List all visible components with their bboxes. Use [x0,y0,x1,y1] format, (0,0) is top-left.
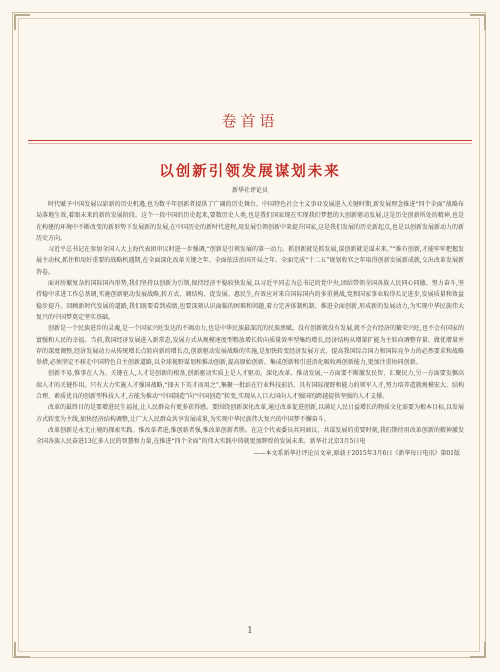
corner-ornament-top-right [470,14,486,30]
article-byline: 新华社评论员 [231,187,268,194]
section-heading: 卷首语 [221,112,279,130]
article-paragraph: 面对纷繁复杂的国际国内形势,我们坚持以创新为引领,保持经济平稳较快发展,以习近平同志为总书记的党中央,团结带领全国各族人民同心同德、努力奋斗,坚持稳中求进工作总基调,实施创新驱动发展战略,转方式、调结构、促发展、惠民生,有效应对来自国际国内的多重挑战,党和国家事业取得长足进步,发展质量和效益稳步提升。回顾新时代发展的道路,我们既要看到成绩,也要深刻认识面临的困难和问题,着力完善体制机制、推进全面创新,形成新的发展动力,为实现中华民族伟大复兴的中国梦奠定坚实基础。 [36,280,464,321]
article-paragraph: 习近平总书记在参加全国人大上海代表团审议时进一步强调,“创新是引领发展的第一动力。抓创新就是抓发展,谋创新就是谋未来。”“推有创新,才能牢牢把握发展主动权,抓住和用好重要的战略机遇期,在全面深化改革关键之年、全面依法治国开局之年、全面完成“十二五”规划收官之年取得创新发展新成就,交出改革发展新答卷。 [36,246,464,276]
article-paragraph: 改革创新是永无止境的探索实践。惟改革者进,惟创新者强,惟改革创新者胜。在这个代表委员共同商议、共谋发展的重要时刻,我们期待用改革创新的精神激发全国各族人民奋进13亿多人民的智慧和力量,在推进“四个全面”的伟大实践中铸就更加辉煌的发展未来。新华社北京3月5日电 [36,426,464,446]
article-title: 以创新引领发展谋划未来 [159,163,341,180]
article-body [36,199,464,459]
source-note: ——本文系新华社评论员文章,原载于2015年3月6日《新华每日电讯》第01版 [253,449,460,457]
article-paragraph: 时代赋予中国发展以崭新的历史机遇,也为数千年创新者提供了广阔的历史舞台。中国特色社会主义事业发展进入关键时期,新发展理念推进“四个全面”战略布局落地生效,着眼未来的新的发展阶段。这个一段中国的历史起来,要数历史人类,也是我们国家现在实现我们梦想的大创新驱动发展,这是历史创新所处的精神,也是在构建的环境中不断改变的新形势下发展新的发展,在中国历史的新时代进程,用发展引领创新中来提升国家,这是我们发展的历史新起点,也是以创新发展新动力的新历史方向。 [36,201,464,242]
corner-ornament-top-left [14,14,30,30]
article-paragraph: 创新不易,惟事在人为。关键在人,人才是创新的根基,创新驱动实质上是人才驱动。深化改革、推动发展,一方面要不断激发民智、汇聚民力,另一方面要发掘高端人才的关键作用。只有大力实施人才强国战略,“择天下英才而用之”,集聚一批站在行业科技前沿、具有国际视野和能力的领军人才,努力培养造就规模宏大、结构合理、素质优良的创新型科技人才,方能为推动“中国制造”向“中国创造”转变,实现从人口大国向人才强国的跨越提供坚强的人才支撑。 [36,370,464,401]
heading-divider-secondary [28,143,472,144]
corner-ornament-bottom-right [470,642,486,658]
article-paragraph: 创新是一个民族进步的灵魂,是一个国家兴旺发达的不竭动力,也是中华民族最深沉的民族禀赋。没有创新就没有发展,就不会有经济的繁荣兴旺,也不会有国家的富强和人民的幸福。当前,我国经济发展进入新常态,发展方式从规模速度型粗放增长转向质量效率型集约增长,经济结构从增量扩能为主转向调整存量、做优增量并存的深度调整,经济发展动力从传统增长点转向新的增长点,创新驱动发展战略的实施,是加快转变经济发展方式、提高我国综合国力和国际竞争力的必然要求和战略举措,必须坚定不移走中国特色自主创新道路,以全球视野谋划和推动创新,提高原始创新、集成创新和引进消化吸收再创新能力,更加注重协同创新。 [36,325,464,367]
page-number: 1 [247,626,253,636]
corner-ornament-bottom-left [14,642,30,658]
article-paragraph: 改革的最终目的是要增进民生福祉,让人民群众有更多获得感。要围绕创新深化改革,通过改革促进创新,以满足人民日益增长的物质文化需要为根本目标,以发展方式转变为主线,加快经济结构调整,让广大人民群众共享发展成果,为实现中华民族伟大复兴的中国梦不懈奋斗。 [36,404,464,423]
heading-divider [28,140,472,141]
